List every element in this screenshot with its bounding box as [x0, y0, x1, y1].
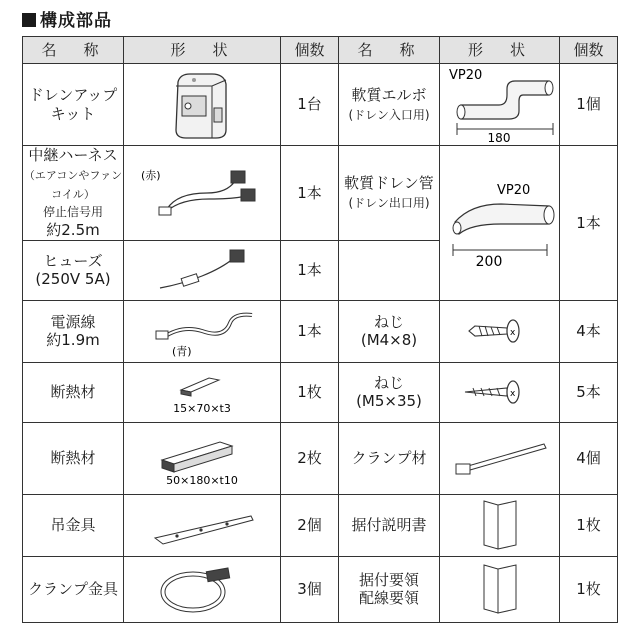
- qty-cell: 4本: [560, 300, 618, 362]
- qty-cell: 1本: [281, 146, 339, 241]
- qty-cell: 1枚: [281, 362, 339, 422]
- qty-cell: 5本: [560, 362, 618, 422]
- name-cell: 吊金具: [23, 494, 124, 556]
- name-cell: ねじ (M4×8): [339, 300, 440, 362]
- booklet-icon: [470, 559, 530, 619]
- qty-cell: 1台: [281, 64, 339, 146]
- elbow-dim: 180: [487, 130, 510, 145]
- svg-text:x: x: [509, 328, 515, 339]
- qty-cell: 1本: [281, 240, 339, 300]
- manual-figure: [440, 494, 560, 556]
- drain-kit-icon: [162, 68, 242, 142]
- name-cell: 据付要領 配線要領: [339, 556, 440, 622]
- name-cell: 軟質ドレン管 (ドレン出口用): [339, 146, 440, 241]
- elbow-label: VP20: [448, 67, 482, 83]
- name-cell: 据付説明書: [339, 494, 440, 556]
- table-row: [23, 422, 618, 494]
- harness-figure: [124, 146, 281, 241]
- insulation-small-dim: 15×70×t3: [173, 402, 231, 416]
- drain-kit-figure: [124, 64, 281, 146]
- hose-dim: 200: [475, 253, 502, 270]
- screw-m5-figure: [440, 362, 560, 422]
- insulation-large-icon: [142, 428, 262, 488]
- manual-figure: [440, 556, 560, 622]
- power-cable-icon: [142, 303, 262, 359]
- name-cell: 中継ハーネス （エアコンやファンコイル） 停止信号用 約2.5m: [23, 146, 123, 239]
- screw-m4-figure: [440, 300, 560, 362]
- name-cell: 断熱材: [23, 362, 124, 422]
- name-cell: 軟質エルボ (ドレン入口用): [339, 64, 440, 146]
- elbow-figure: [440, 64, 560, 146]
- hose-label: VP20: [496, 182, 530, 198]
- qty-cell: 1個: [560, 64, 618, 146]
- qty-cell: 1本: [281, 300, 339, 362]
- header-name-left: 名 称: [23, 37, 124, 64]
- qty-cell: 1枚: [560, 494, 618, 556]
- cable-note: (青): [172, 345, 192, 359]
- clamp-band-figure: [440, 422, 560, 494]
- screw-icon: [455, 314, 545, 348]
- name-cell: ヒューズ (250V 5A): [23, 240, 124, 300]
- cable-tie-icon: [444, 436, 556, 480]
- table-row: [23, 146, 618, 241]
- harness-note: (赤): [141, 168, 161, 182]
- table-row: [23, 300, 618, 362]
- qty-cell: 3個: [281, 556, 339, 622]
- name-cell: 電源線 約1.9m: [23, 300, 124, 362]
- square-bullet-icon: [22, 13, 36, 27]
- parts-table: [22, 36, 618, 623]
- drain-hose-figure: [440, 146, 560, 301]
- hose-clamp-figure: [124, 556, 281, 622]
- hanger-bracket-icon: [143, 502, 261, 548]
- page-title: [22, 6, 112, 31]
- insulation-small-figure: [124, 362, 281, 422]
- title-text: 構成部品: [40, 11, 112, 31]
- name-cell: クランプ金具: [23, 556, 124, 622]
- harness-icon: [137, 163, 267, 223]
- hose-clamp-icon: [147, 560, 257, 618]
- header-qty-right: 個数: [560, 37, 618, 64]
- name-cell: クランプ材: [339, 422, 440, 494]
- svg-text:x: x: [509, 389, 515, 400]
- qty-cell: 1枚: [560, 556, 618, 622]
- power-cable-figure: [124, 300, 281, 362]
- qty-cell: 2個: [281, 494, 339, 556]
- table-row: [23, 64, 618, 146]
- name-cell: ドレンアップ キット: [23, 64, 124, 146]
- fuse-figure: [124, 240, 281, 300]
- qty-cell: 4個: [560, 422, 618, 494]
- table-row: [23, 362, 618, 422]
- header-row: [23, 37, 618, 64]
- name-cell: ねじ (M5×35): [339, 362, 440, 422]
- name-cell: 断熱材: [23, 422, 124, 494]
- qty-cell: 2枚: [281, 422, 339, 494]
- table-row: [23, 556, 618, 622]
- insulation-large-dim: 50×180×t10: [166, 474, 238, 488]
- drain-hose-icon: [441, 168, 559, 278]
- header-name-right: 名 称: [339, 37, 440, 64]
- insulation-small-icon: [147, 368, 257, 416]
- screw-long-icon: [455, 375, 545, 409]
- header-shape-right: 形 状: [440, 37, 560, 64]
- table-row: [23, 494, 618, 556]
- header-shape-left: 形 状: [124, 37, 281, 64]
- fuse-icon: [142, 244, 262, 296]
- elbow-pipe-icon: [441, 65, 559, 145]
- header-qty-left: 個数: [281, 37, 339, 64]
- hanger-figure: [124, 494, 281, 556]
- qty-cell: 1本: [560, 146, 618, 301]
- insulation-large-figure: [124, 422, 281, 494]
- booklet-icon: [470, 495, 530, 555]
